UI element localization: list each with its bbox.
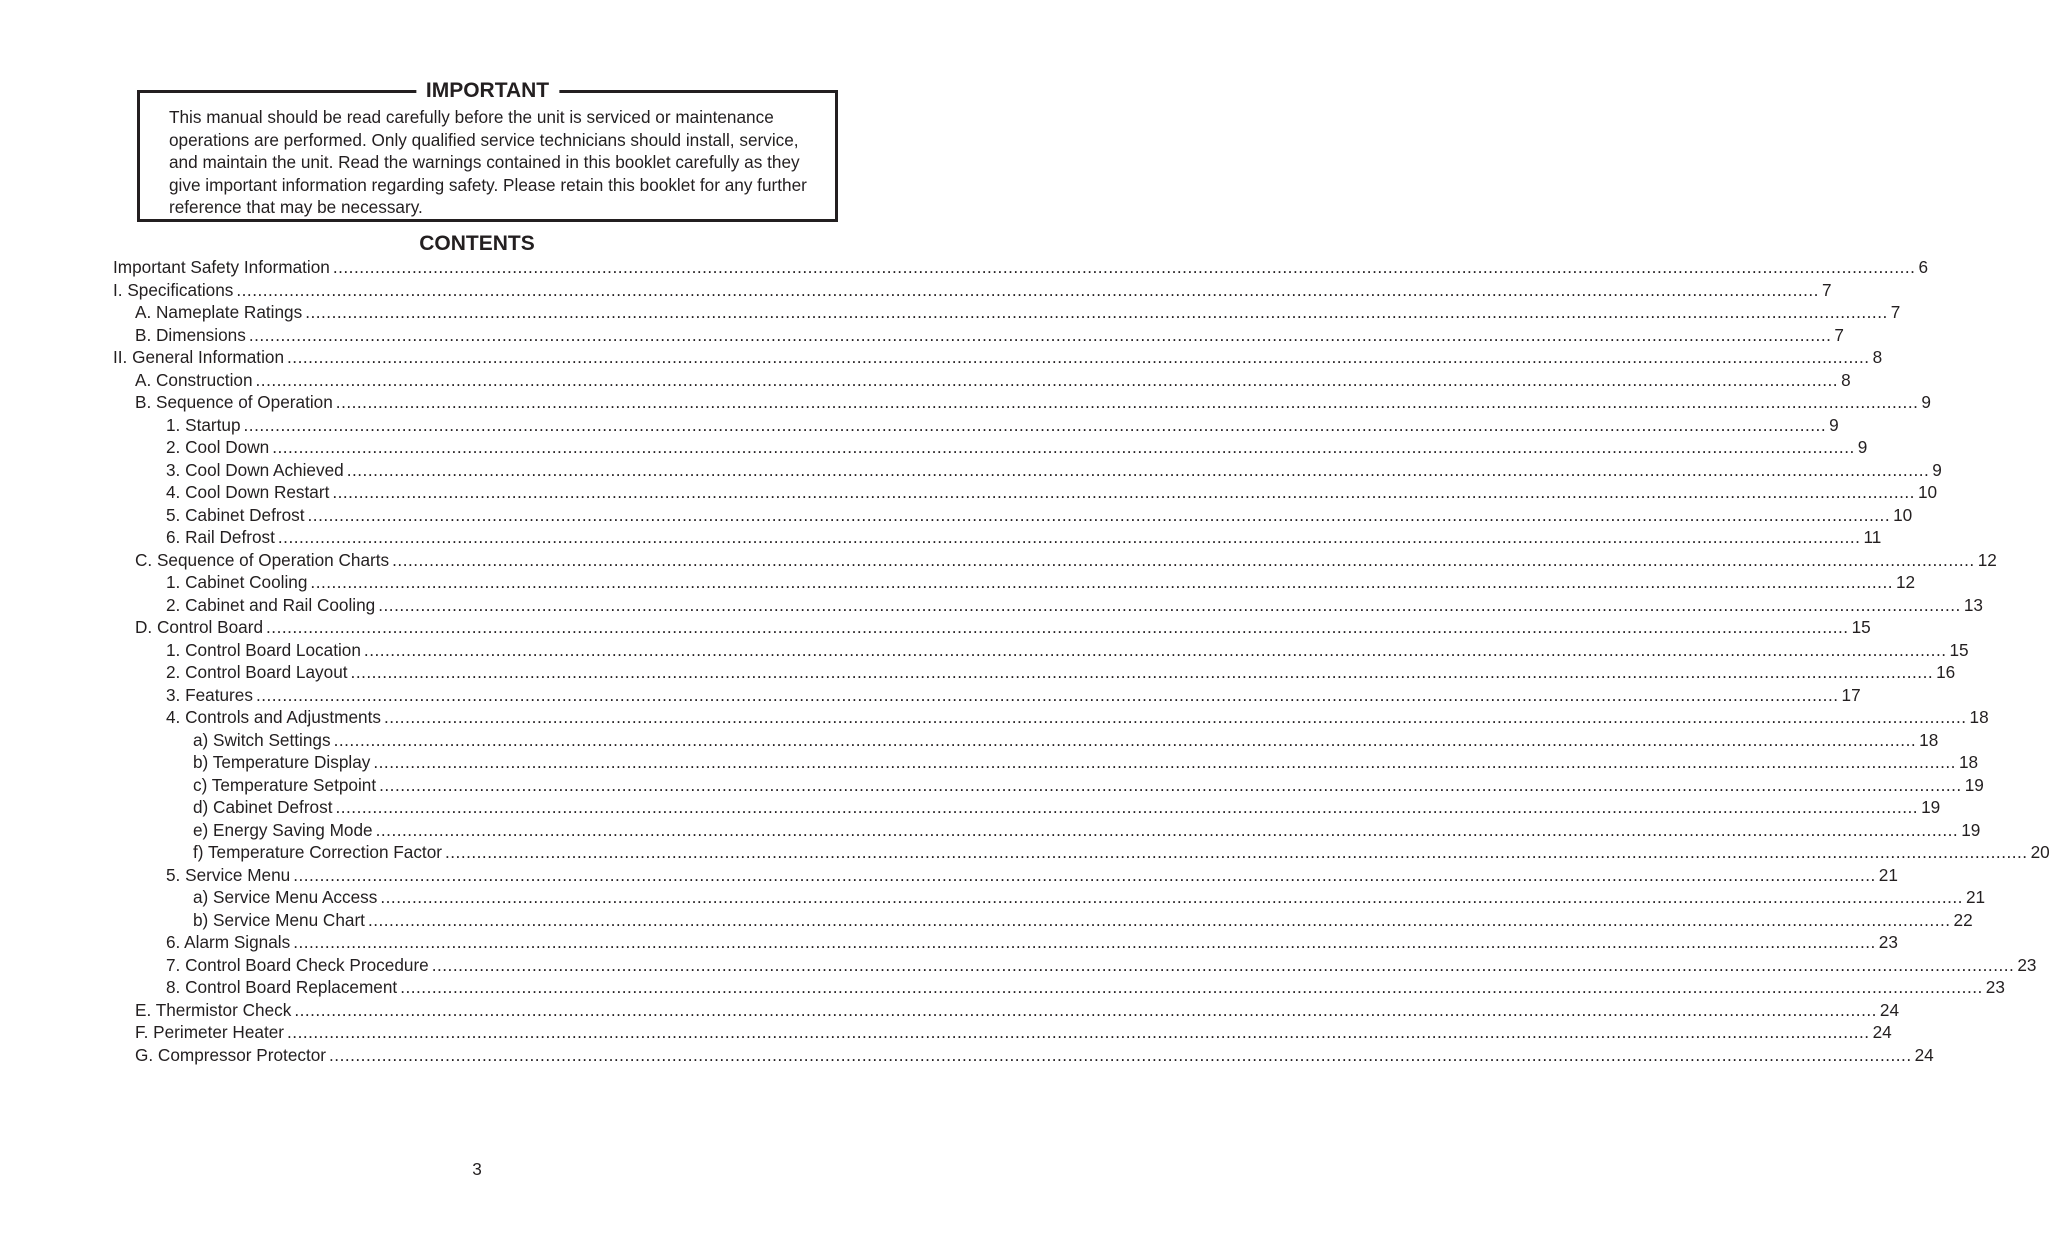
toc-entry (113, 706, 1989, 729)
toc-dot-leader: ............................................................................................................................................................................................................................................................................................................ (307, 504, 1891, 525)
toc-entry-page: 21 (1878, 864, 1898, 885)
toc-entry-label: f) Temperature Correction Factor (193, 842, 442, 862)
toc-entry-page: 6 (1918, 257, 1928, 277)
table-of-contents (113, 256, 2050, 1066)
toc-entry-label: c) Temperature Setpoint (193, 774, 377, 795)
toc-entry (113, 459, 1942, 482)
toc-entry (113, 571, 1916, 594)
toc-entry-label: A. Construction (135, 369, 253, 390)
toc-entry-label: 2. Cool Down (166, 437, 270, 457)
toc-entry-label: 2. Cabinet and Rail Cooling (166, 594, 376, 615)
toc-entry (113, 841, 2050, 864)
toc-entry-page: 21 (1965, 887, 1986, 907)
toc-dot-leader: ............................................................................................................................................................................................................................................................................................................ (329, 1044, 1912, 1065)
toc-dot-leader: ............................................................................................................................................................................................................................................................................................................ (350, 662, 1934, 682)
toc-entry-page: 15 (1949, 639, 1969, 660)
toc-entry (113, 931, 1898, 954)
toc-entry (113, 414, 1839, 437)
toc-entry (113, 1044, 1934, 1067)
toc-entry-page: 17 (1841, 684, 1861, 705)
toc-dot-leader: ............................................................................................................................................................................................................................................................................................................ (400, 977, 1983, 997)
toc-entry (113, 1021, 1892, 1044)
toc-entry-label: Important Safety Information (113, 257, 330, 277)
toc-dot-leader: ............................................................................................................................................................................................................................................................................................................ (287, 347, 1870, 367)
toc-entry (113, 324, 1844, 347)
toc-entry-page: 12 (1977, 549, 1997, 570)
toc-entry-page: 11 (1863, 527, 1882, 547)
toc-dot-leader: ............................................................................................................................................................................................................................................................................................................ (392, 549, 1975, 570)
toc-entry (113, 954, 2037, 977)
toc-entry (113, 256, 1928, 279)
toc-entry (113, 346, 1883, 369)
toc-entry (113, 594, 1983, 617)
toc-dot-leader: ............................................................................................................................................................................................................................................................................................................ (255, 684, 1839, 705)
toc-entry-page: 12 (1896, 572, 1916, 592)
toc-dot-leader: ............................................................................................................................................................................................................................................................................................................ (378, 594, 1961, 615)
toc-dot-leader: ............................................................................................................................................................................................................................................................................................................ (379, 774, 1962, 795)
toc-dot-leader: ............................................................................................................................................................................................................................................................................................................ (380, 887, 1963, 907)
toc-dot-leader: ............................................................................................................................................................................................................................................................................................................ (373, 752, 1956, 772)
toc-entry-page: 18 (1969, 707, 1989, 727)
toc-dot-leader: ............................................................................................................................................................................................................................................................................................................ (293, 932, 1876, 952)
toc-entry (113, 886, 1986, 909)
toc-dot-leader: ............................................................................................................................................................................................................................................................................................................ (332, 482, 1915, 502)
toc-entry-page: 10 (1893, 504, 1913, 525)
toc-entry-page: 24 (1879, 999, 1900, 1020)
toc-entry (113, 751, 1979, 774)
toc-entry (113, 796, 1941, 819)
toc-entry-page: 24 (1872, 1022, 1892, 1042)
toc-dot-leader: ............................................................................................................................................................................................................................................................................................................ (332, 257, 1916, 277)
toc-entry (113, 819, 1981, 842)
toc-entry-label: 5. Service Menu (166, 864, 291, 885)
toc-entry (113, 999, 1900, 1022)
toc-entry-label: F. Perimeter Heater (135, 1022, 285, 1042)
toc-entry-page: 19 (1964, 774, 1984, 795)
toc-entry-label: 3. Cool Down Achieved (166, 459, 344, 480)
toc-dot-leader: ............................................................................................................................................................................................................................................................................................................ (277, 527, 1861, 547)
toc-entry-page: 18 (1919, 729, 1939, 750)
toc-entry-label: b) Service Menu Chart (193, 909, 365, 930)
important-title: IMPORTANT (416, 79, 559, 103)
toc-dot-leader: ............................................................................................................................................................................................................................................................................................................ (266, 617, 1849, 637)
important-text: This manual should be read carefully before the unit is serviced or maintenance operations are performed. Only qualified service technicians should install, service, and maintain the unit. Read the warnings contained in this booklet carefully as they give important information regarding safety. Please retain this booklet for any further reference that may be necessary. (169, 107, 807, 217)
toc-entry (113, 661, 1956, 684)
toc-dot-leader: ............................................................................................................................................................................................................................................................................................................ (243, 414, 1827, 435)
page-number: 3 (472, 1159, 482, 1179)
toc-dot-leader: ............................................................................................................................................................................................................................................................................................................ (367, 909, 1951, 930)
toc-entry-page: 24 (1914, 1044, 1934, 1065)
toc-entry (113, 729, 1939, 752)
toc-entry-label: d) Cabinet Defrost (193, 797, 333, 817)
toc-dot-leader: ............................................................................................................................................................................................................................................................................................................ (294, 999, 1877, 1020)
toc-dot-leader: ............................................................................................................................................................................................................................................................................................................ (305, 302, 1888, 322)
toc-entry-page: 9 (1829, 414, 1839, 435)
toc-entry (113, 909, 1973, 932)
toc-dot-leader: ............................................................................................................................................................................................................................................................................................................ (431, 954, 2015, 975)
toc-entry-label: I. Specifications (113, 279, 234, 300)
toc-entry-page: 9 (1932, 459, 1942, 480)
toc-entry-page: 13 (1963, 594, 1983, 615)
toc-entry-label: 5. Cabinet Defrost (166, 504, 305, 525)
toc-dot-leader: ............................................................................................................................................................................................................................................................................................................ (335, 797, 1919, 817)
toc-dot-leader: ............................................................................................................................................................................................................................................................................................................ (363, 639, 1947, 660)
toc-entry (113, 684, 1861, 707)
toc-entry-label: 7. Control Board Check Procedure (166, 954, 429, 975)
toc-entry-page: 8 (1841, 369, 1851, 390)
toc-entry-label: 1. Control Board Location (166, 639, 361, 660)
toc-entry-label: E. Thermistor Check (135, 999, 292, 1020)
toc-entry-label: 6. Alarm Signals (166, 932, 291, 952)
toc-entry (113, 616, 1871, 639)
toc-entry (113, 504, 1913, 527)
toc-dot-leader: ............................................................................................................................................................................................................................................................................................................ (255, 369, 1839, 390)
toc-entry-label: e) Energy Saving Mode (193, 819, 373, 840)
toc-entry-label: 4. Cool Down Restart (166, 482, 330, 502)
toc-dot-leader: ............................................................................................................................................................................................................................................................................................................ (287, 1022, 1870, 1042)
toc-entry-page: 19 (1961, 819, 1981, 840)
toc-entry-page: 10 (1917, 482, 1938, 502)
toc-entry-label: 1. Startup (166, 414, 241, 435)
toc-entry-page: 19 (1921, 797, 1941, 817)
toc-dot-leader: ............................................................................................................................................................................................................................................................................................................ (236, 279, 1819, 300)
toc-entry (113, 549, 1997, 572)
toc-entry-page: 9 (1857, 437, 1868, 457)
toc-dot-leader: ............................................................................................................................................................................................................................................................................................................ (333, 729, 1917, 750)
toc-entry-label: 3. Features (166, 684, 253, 705)
toc-entry-label: 2. Control Board Layout (166, 662, 348, 682)
toc-entry (113, 436, 1868, 459)
toc-entry (113, 279, 1832, 302)
toc-entry-label: 1. Cabinet Cooling (166, 572, 308, 592)
toc-entry-label: a) Switch Settings (193, 729, 331, 750)
toc-entry-page: 23 (1878, 932, 1898, 952)
toc-dot-leader: ............................................................................................................................................................................................................................................................................................................ (272, 437, 1855, 457)
toc-entry-label: D. Control Board (135, 617, 264, 637)
toc-entry (113, 369, 1851, 392)
toc-entry-page: 18 (1958, 752, 1979, 772)
toc-entry (113, 639, 1969, 662)
contents-title: CONTENTS (419, 232, 535, 255)
toc-entry-label: II. General Information (113, 347, 285, 367)
toc-entry-label: b) Temperature Display (193, 752, 371, 772)
toc-entry-label: A. Nameplate Ratings (135, 302, 303, 322)
toc-entry-page: 20 (2030, 842, 2050, 862)
toc-dot-leader: ............................................................................................................................................................................................................................................................................................................ (383, 707, 1967, 727)
toc-entry-page: 7 (1890, 302, 1901, 322)
toc-entry-label: B. Dimensions (135, 324, 246, 345)
toc-entry-page: 15 (1851, 617, 1871, 637)
toc-dot-leader: ............................................................................................................................................................................................................................................................................................................ (248, 324, 1832, 345)
toc-entry-page: 8 (1872, 347, 1883, 367)
important-notice-box (137, 79, 838, 222)
toc-dot-leader: ............................................................................................................................................................................................................................................................................................................ (335, 392, 1919, 412)
toc-entry (113, 526, 1882, 549)
toc-entry (113, 481, 1938, 504)
toc-entry-page: 16 (1936, 662, 1956, 682)
toc-entry (113, 976, 2005, 999)
toc-entry-page: 23 (1985, 977, 2005, 997)
toc-entry (113, 391, 1931, 414)
toc-entry-label: 6. Rail Defrost (166, 527, 275, 547)
toc-entry-page: 7 (1821, 279, 1832, 300)
toc-dot-leader: ............................................................................................................................................................................................................................................................................................................ (293, 864, 1876, 885)
toc-entry-label: a) Service Menu Access (193, 887, 378, 907)
toc-entry-page: 22 (1953, 909, 1973, 930)
toc-entry-page: 23 (2017, 954, 2037, 975)
toc-dot-leader: ............................................................................................................................................................................................................................................................................................................ (375, 819, 1959, 840)
toc-entry-label: C. Sequence of Operation Charts (135, 549, 390, 570)
toc-entry-label: 4. Controls and Adjustments (166, 707, 381, 727)
toc-entry-page: 9 (1921, 392, 1931, 412)
toc-dot-leader: ............................................................................................................................................................................................................................................................................................................ (310, 572, 1893, 592)
toc-entry (113, 301, 1901, 324)
toc-entry-page: 7 (1834, 324, 1844, 345)
toc-dot-leader: ............................................................................................................................................................................................................................................................................................................ (445, 842, 2028, 862)
toc-dot-leader: ............................................................................................................................................................................................................................................................................................................ (346, 459, 1930, 480)
toc-entry (113, 774, 1984, 797)
toc-entry-label: G. Compressor Protector (135, 1044, 327, 1065)
toc-entry (113, 864, 1898, 887)
toc-entry-label: B. Sequence of Operation (135, 392, 333, 412)
toc-entry-label: 8. Control Board Replacement (166, 977, 398, 997)
